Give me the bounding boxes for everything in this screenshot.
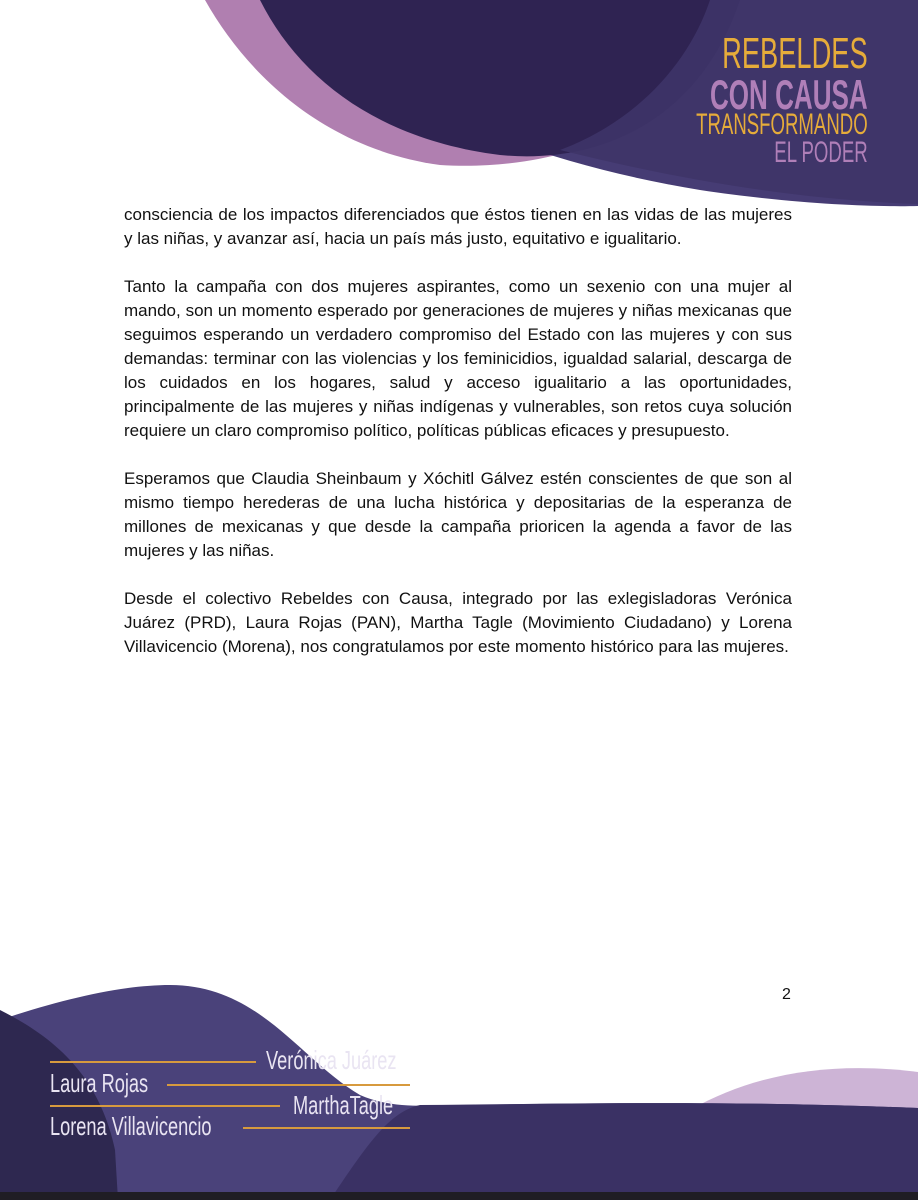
rebeldes-con-causa-logo xyxy=(591,29,868,169)
footer-dark-right xyxy=(330,1103,918,1200)
paragraph: Tanto la campaña con dos mujeres aspirantes, como un sexenio con una mujer al mando, son un momento esperado por generaciones de mujeres y niñas mexicanas que seguimos esperando un verdadero compromiso del Estado con las mujeres y con sus demandas: terminar con las violencias y los feminicidios, igualdad salarial, descarga de los cuidados en los hogares, salud y acceso igualitario a las oportunidades, principalmente de las mujeres y niñas indígenas y vulnerables, son retos cuya solución requiere un claro compromiso político, políticas públicas eficaces y presupuesto. xyxy=(124,277,792,440)
signature-veronica-juarez: Verónica Juárez xyxy=(266,1045,397,1075)
footer-divider xyxy=(243,1127,410,1129)
page-number: 2 xyxy=(782,986,791,1003)
bottom-edge xyxy=(0,1192,918,1200)
paragraph: Desde el colectivo Rebeldes con Causa, integrado por las exlegisladoras Verónica Juárez (PRD), Laura Rojas (PAN), Martha Tagle (Movimiento Ciudadano) y Lorena Villavicencio (Morena), nos congratulamos por este momento histórico para las mujeres. xyxy=(124,589,792,656)
logo-line-3: TRANSFORMANDO xyxy=(696,108,868,141)
logo-line-2: CON CAUSA xyxy=(710,71,868,118)
footer-divider xyxy=(50,1061,256,1063)
signature-laura-rojas: Laura Rojas xyxy=(50,1068,149,1098)
signature-martha-tagle: MarthaTagle xyxy=(293,1090,394,1120)
signature-lorena-villavicencio: Lorena Villavicencio xyxy=(50,1111,212,1141)
document-body xyxy=(124,203,792,683)
footer-divider xyxy=(167,1084,410,1086)
paragraph: consciencia de los impactos diferenciados que éstos tienen en las vidas de las mujeres y las niñas, y avanzar así, hacia un país más justo, equitativo e igualitario. xyxy=(124,205,792,248)
logo-line-4: EL PODER xyxy=(774,136,868,169)
paragraph: Esperamos que Claudia Sheinbaum y Xóchitl Gálvez estén conscientes de que son al mismo tiempo herederas de una lucha histórica y depositarias de la esperanza de millones de mexicanas y que desde la campaña prioricen la agenda a favor de las mujeres y las niñas. xyxy=(124,469,792,560)
logo-line-1: REBELDES xyxy=(722,29,868,78)
footer-divider xyxy=(50,1105,280,1107)
